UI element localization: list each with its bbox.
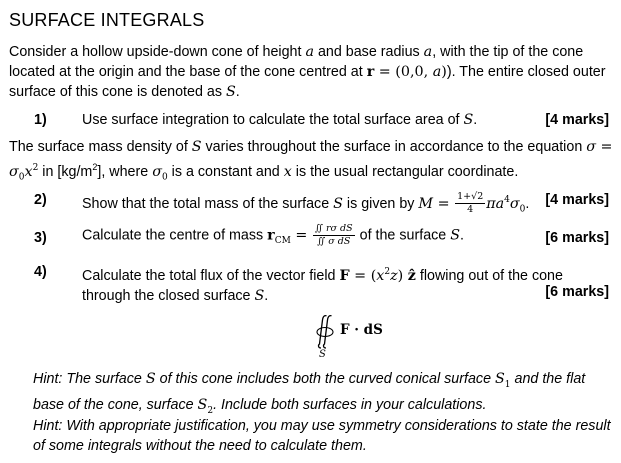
question-text: Use surface integration to calculate the total surface area of S. — [82, 112, 478, 128]
mass-fraction: $\frac{1+√2}{4}$ — [457, 191, 484, 216]
question-text: Calculate the total flux of the vector field $F = (x^2z)$ ẑ flowing out of the cone through the closed surface S. — [82, 267, 563, 304]
intro-paragraph: Consider a hollow upside-down cone of height a and base radius a, with the tip of the cone located at the origin and the base of the cone centred at r = (0,0, a)). The entire closed outer surface of this cone is denoted as S. — [9, 44, 606, 100]
question-number: 3) — [34, 230, 47, 246]
page-title: SURFACE INTEGRALS — [9, 10, 205, 30]
flux-integral — [312, 312, 432, 362]
closed-surface-integral-icon — [312, 312, 338, 352]
question-marks: [6 marks] — [545, 284, 609, 300]
density-paragraph: The surface mass density of S varies throughout the surface in accordance to the equation $\sigma = \sigma_0x^2$ in $[kg/m^2]$, where $\sigma_0$ is a constant and x is the usual rectangular coordinate. — [9, 139, 613, 183]
integral-body: F · dS — [340, 322, 383, 338]
question-number: 1) — [34, 112, 47, 128]
question-number: 4) — [34, 264, 47, 280]
hint-symmetry: Hint: With appropriate justification, you may use symmetry considerations to state the result of some integrals without the need to calculate them. — [33, 418, 611, 454]
question-marks: [6 marks] — [545, 230, 609, 246]
integral-subscript: S — [319, 349, 326, 360]
question-text: Calculate the centre of mass $r_{CM}$ = $\frac{\text{∬ rσ dS}}{\text{∬ σ dS}}$ of the surface S. — [82, 223, 464, 247]
question-text: Show that the total mass of the surface S is given by M = $\frac{1+√2}{4}$ $\pi a^4\sigma_0$. — [82, 191, 530, 216]
centre-of-mass-fraction: $\frac{\text{∬ rσ dS}}{\text{∬ σ dS}}$ — [314, 223, 353, 247]
question-number: 2) — [34, 192, 47, 208]
question-marks: [4 marks] — [545, 112, 609, 128]
hint-surfaces: Hint: The surface S of this cone includes both the curved conical surface $S_1$ and the flat base of the cone, surface $S_2$. Include both surfaces in your calculations. — [33, 371, 586, 416]
question-marks: [4 marks] — [545, 192, 609, 208]
